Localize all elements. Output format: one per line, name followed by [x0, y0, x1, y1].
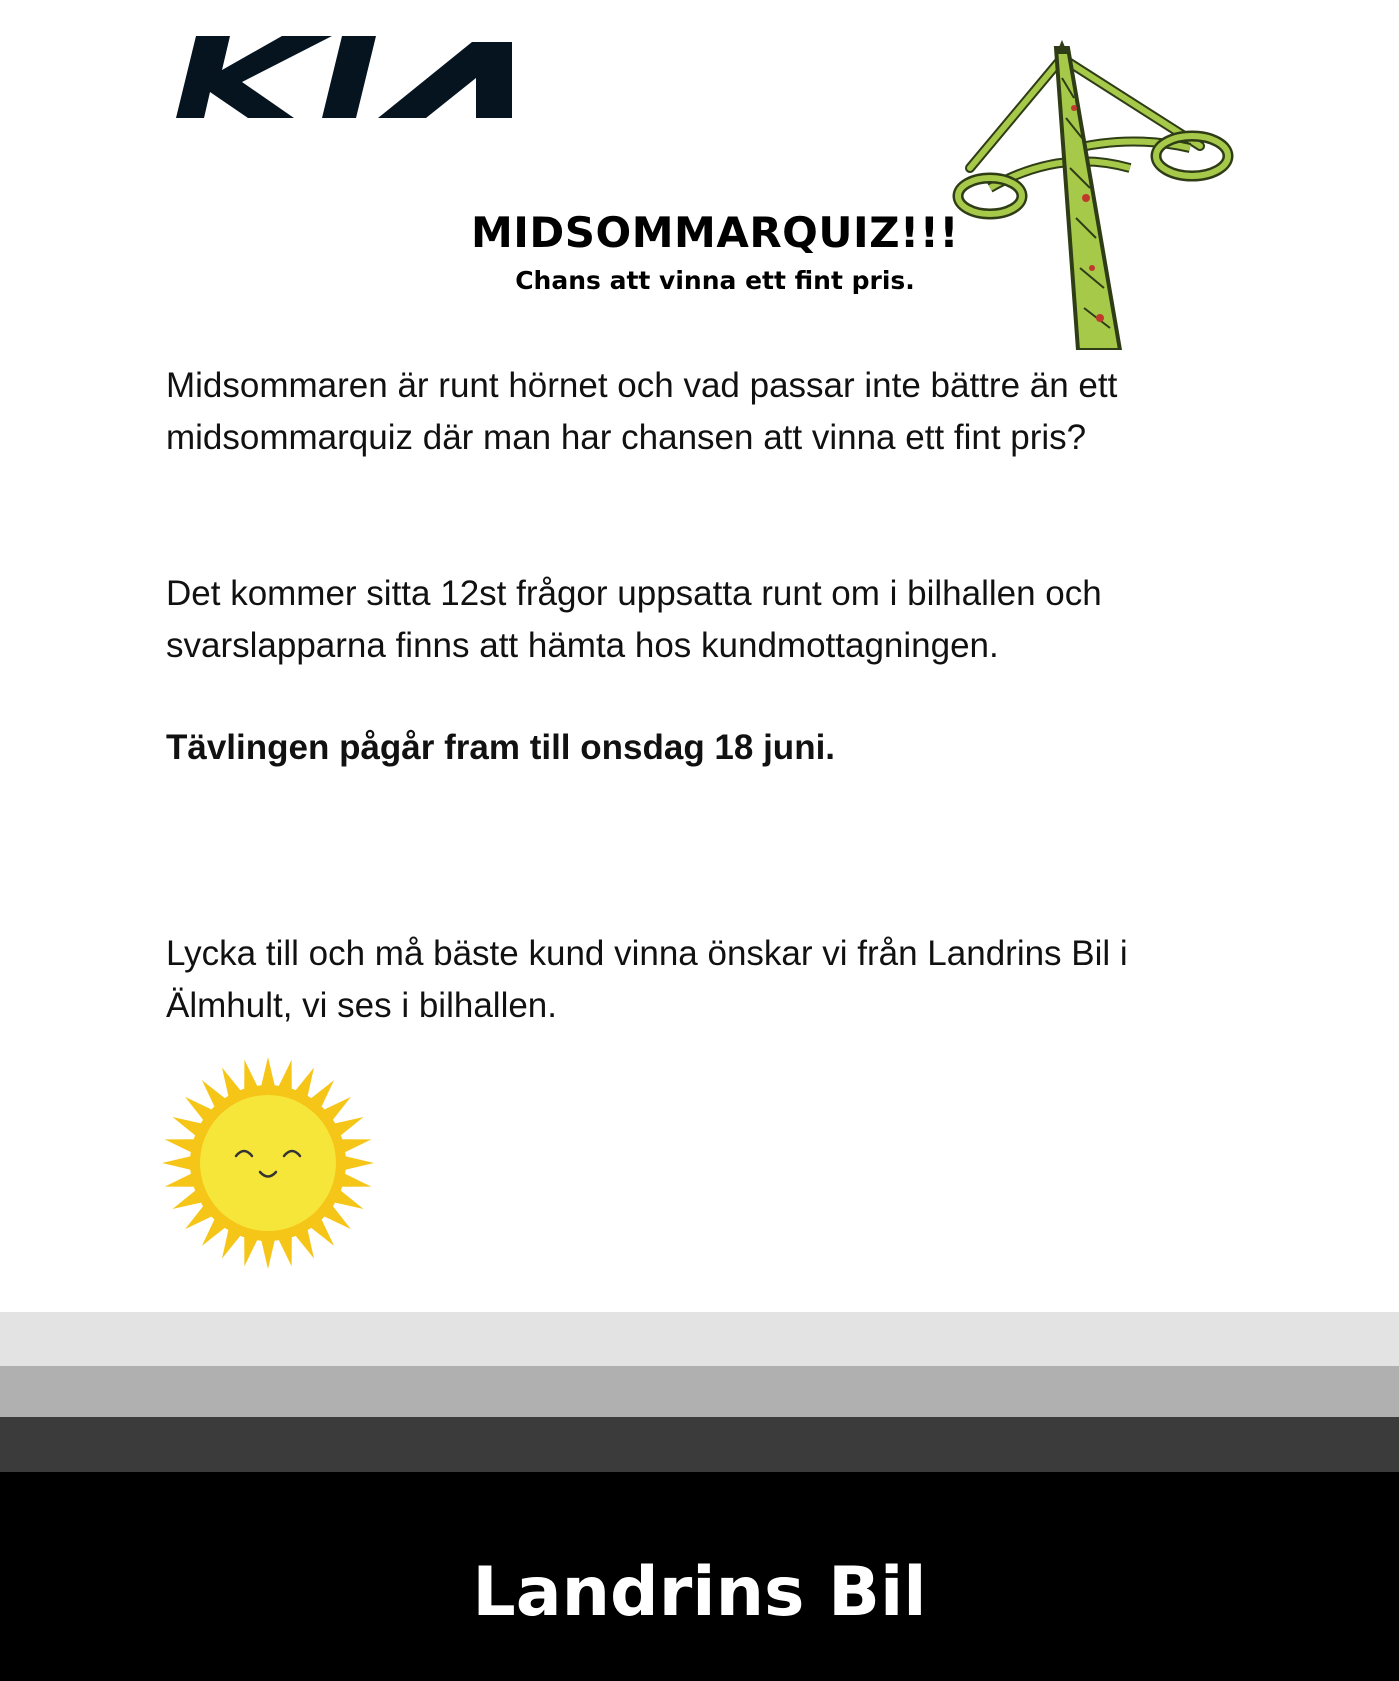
quiz-subtitle: Chans att vinna ett fint pris.: [515, 266, 915, 295]
maypole-icon: [950, 38, 1240, 350]
intro-paragraph: Midsommaren är runt hörnet och vad passar inte bättre än ett midsommarquiz där man har chansen att vinna ett fint pris?: [166, 366, 1118, 457]
footer-band-mid: [0, 1366, 1399, 1417]
quiz-title: MIDSOMMARQUIZ!!!: [470, 208, 960, 257]
kia-logo-icon: [172, 30, 562, 125]
deadline-paragraph: Tävlingen pågår fram till onsdag 18 juni.: [166, 728, 836, 767]
footer-band-light: [0, 1312, 1399, 1366]
footer-band-dark: [0, 1417, 1399, 1472]
footer-brand: Landrins Bil: [472, 1553, 927, 1632]
smiling-sun-icon: [152, 1055, 384, 1271]
closing-paragraph: Lycka till och må bäste kund vinna önskar vi från Landrins Bil i Älmhult, vi ses i bilhallen.: [166, 934, 1128, 1025]
questions-paragraph: Det kommer sitta 12st frågor uppsatta runt om i bilhallen och svarslapparna finns att hämta hos kundmottagningen.: [166, 574, 1102, 665]
